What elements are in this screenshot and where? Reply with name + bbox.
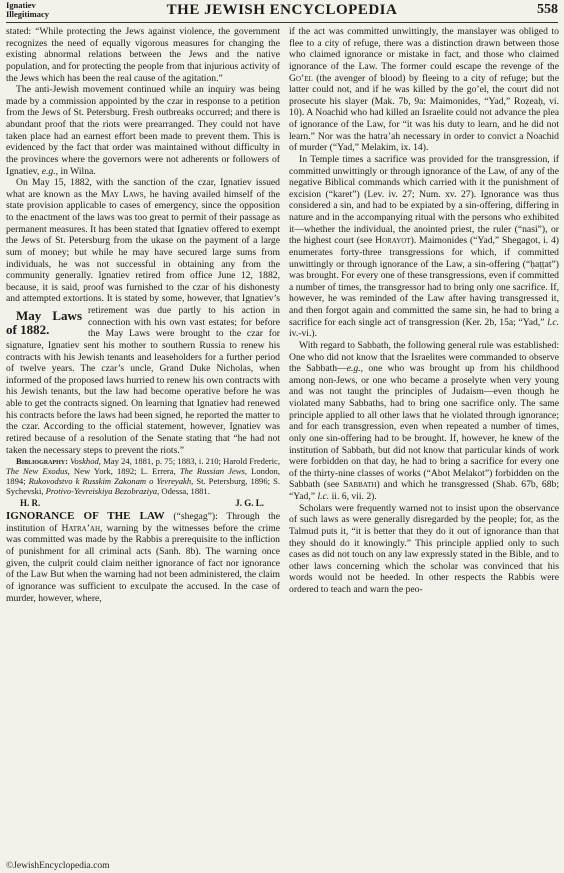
right-column [289,26,559,857]
article-ignorance-of-the-law: IGNORANCE OF THE LAW (“shegag”): Through the institution of Hatra’ah, warning by the witnesses before the crime was committed was made by the Rabbis a prerequisite to the infliction of punishment for all criminal acts (Sanh. 8b). The warning once given, the culprit could claim neither ignorance of fact nor ignorance of the Law But when the warning had not been administered, the claim of ignorance was sufficient to exculpate the accused. In the case of murder, however, where, [6,510,280,604]
bibliography: Bibliography: Voskhod, May 24, 1881, p. 75; 1883, i. 210; Harold Frederic, The New Exodus, New York, 1892; L. Errera, The Russian Jews, London, 1894; Rukovodstvo k Russkim Zakonam o Yevreyakh, St. Petersburg, 1896; S. Sychevski, Protivo-Yevreiskiya Bezobraziya, Odessa, 1881. [6,456,280,497]
paragraph-may-laws: On May 15, 1882, with the sanction of the czar, Ignatiev issued what are known as the May Laws, he having availed himself of the state provision applicable to cases of emergency, since the opposition to the enactment of the laws was too great to permit of their passage as permanent measures. It has been stated that Ignatiev offered to exempt the Jews of St. Petersburg from the ukase on the payment of a large sum of money; but while he may have secured large sums from individuals, he was not successful in obtaining any from the community generally. Ignatiev retired from office June 12, 1882, because, it is said, proof was furnished to the czar of his dishonesty and attempted extortions. It is stated by some, however, that Ignatiev’s retirement was due partly to his action in May Laws of 1882. connection with his own vast estates; for before the May Laws were brought to the czar for signature, Ignatiev sent his mother to southern Russia to renew his contracts with his Jewish tenants and leaseholders for a further period of twelve years. The czar’s uncle, Grand Duke Nicholas, when informed of the proposed laws hurried to renew his own contracts with his Jewish tenants, but the law had become operative before he was able to get the contracts signed. On learning that Ignatiev had renewed his contracts before the laws had been signed, he reported the matter to the czar. According to the official statement, however, Ignatiev was retired because of a resolution of the Senate stating that “he had not taken the necessary steps to prevent the riots.” [6,177,280,456]
page-number: 558 [537,2,558,17]
running-head-first: Ignatiev [6,0,36,10]
paragraph-sabbath: With regard to Sabbath, the following general rule was established: One who did not know that the Israelites were commanded to observe the Sabbath—e.g., one who was brought up from his childhood among non-Jews, or one who became a proselyte when very young and was not taught the principles of Judaism—even though he violated many Sabbaths, had to bring one sacrifice only. The same principle applied to all other laws that he violated through ignorance; and for each transgression, even when repeated a number of times, only one sin-offering had to be brought. If, however, he knew of the institution of Sabbath, but did not know that particular kinds of work were forbidden on that day, he had to bring a sacrifice for every one of the thirty-nine classes of works (“Abot Melakot”) forbidden on the Sabbath (see Sabbath) and which he transgressed (Shab. 67b, 68b; “Yad,” l.c. ii. 6, vii. 2). [289,339,559,502]
hatraah-link[interactable]: Hatra’ah [61,522,101,534]
copyright-footer: ©JewishEncyclopedia.com [6,861,110,871]
horayot-link[interactable]: Horayot [375,235,411,247]
page-header [6,0,558,22]
paragraph-temple-times: In Temple times a sacrifice was provided for the transgression, if committed unwittingly or through ignorance of the Law, of any of the negative Biblical commands which carried with it the punishment of excision (“karet”) (Lev. iv. 27; Num. xv. 27). Ignorance was thus considered a sin, and had to be expiated by a sin-offering, differing in nature and in the accompanying ritual with the persons who exhibited it—whether the individual, the anointed priest, the ruler (“nasi”), or the highest court (see Horayot). Maimonides (“Yad,” Shegagot, i. 4) enumerates forty-three transgressions for which, if committed unwittingly or through ignorance of the Law, a sin-offering (“ḥaṭṭat”) was brought. For every one of these transgressions, even if committed a number of times, the transgressor had to bring only one sacrifice. If, however, he was reminded of the Law after having transgressed it, and then forgot again and committed the same sin, he had to bring a sacrifice for each single act of transgression (Ker. 2b, 15a; “Yad,” l.c. iv.-vi.). [289,153,559,340]
running-head-last: Illegitimacy [6,9,49,19]
header-rule [6,22,558,23]
goel-link[interactable]: Go’el [289,72,313,84]
may-laws-link[interactable]: May Laws [101,188,144,200]
left-column [6,26,280,857]
paragraph-anti-jewish-movement: The anti-Jewish movement continued while an inquiry was being made by a commission appointed by the czar in response to a petition from the Jews of St. Petersburg. Fresh outbreaks occurred; and there is abundant proof that the riots were prearranged. They could not have taken place had an earnest effort been made to prevent them. This is evidenced by the fact that order was maintained without difficulty in the provinces where the governors were not adherents or followers of Ignatiev, e.g., in Wilna. [6,84,280,177]
sabbath-link[interactable]: Sabbath [343,479,377,491]
margin-note-may-laws: May Laws of 1882. [6,308,82,337]
paragraph-murder-ignorance: if the act was committed unwittingly, the manslayer was obliged to flee to a city of refuge, there was a distinction drawn between those who claimed ignorance or mistake in fact, and those who claimed ignorance of the Law. The former could escape the revenge of the Go’el (the avenger of blood) by fleeing to a city of refuge; but the latter could not, and if he was killed by the go’el, the court did not prosecute his slayer (Mak. 7b, 9a: Maimonides, “Yad,” Roẓeaḥ, vi. 10). A Noachid who had killed an Israelite could not advance the plea of ignorance of the Law, for “it was his duty to learn, and he did not learn.” Nor was the hatra’ah necessary in order to convict a Noachid of murder (“Yad,” Melakim, ix. 14). [289,26,559,154]
paragraph-quote: stated: “While protecting the Jews against violence, the government recognizes the need of equally vigorous measures for changing the existing abnormal relations between the Jews and the native population, and for protecting the people from that injurious activity of the Jews which has been the real cause of the agitation.” [6,26,280,84]
article-title: IGNORANCE OF THE LAW [6,510,165,523]
author-signature: H. R. J. G. L. [20,497,264,508]
page-title: THE JEWISH ENCYCLOPEDIA [166,2,398,18]
paragraph-scholars: Scholars were frequently warned not to insist upon the observance of such laws as were generally disregarded by the people; for, as the Talmud puts it, “it is better that they do it out of ignorance than that they should do it knowingly.” This principle applied only to such cases as did not touch on any law expressly stated in the Bible, and to other laws concerning which the scholar was convinced that his words would not be heeded. In other respects the Rabbis were ordered to teach and warn the peo- [289,502,559,595]
